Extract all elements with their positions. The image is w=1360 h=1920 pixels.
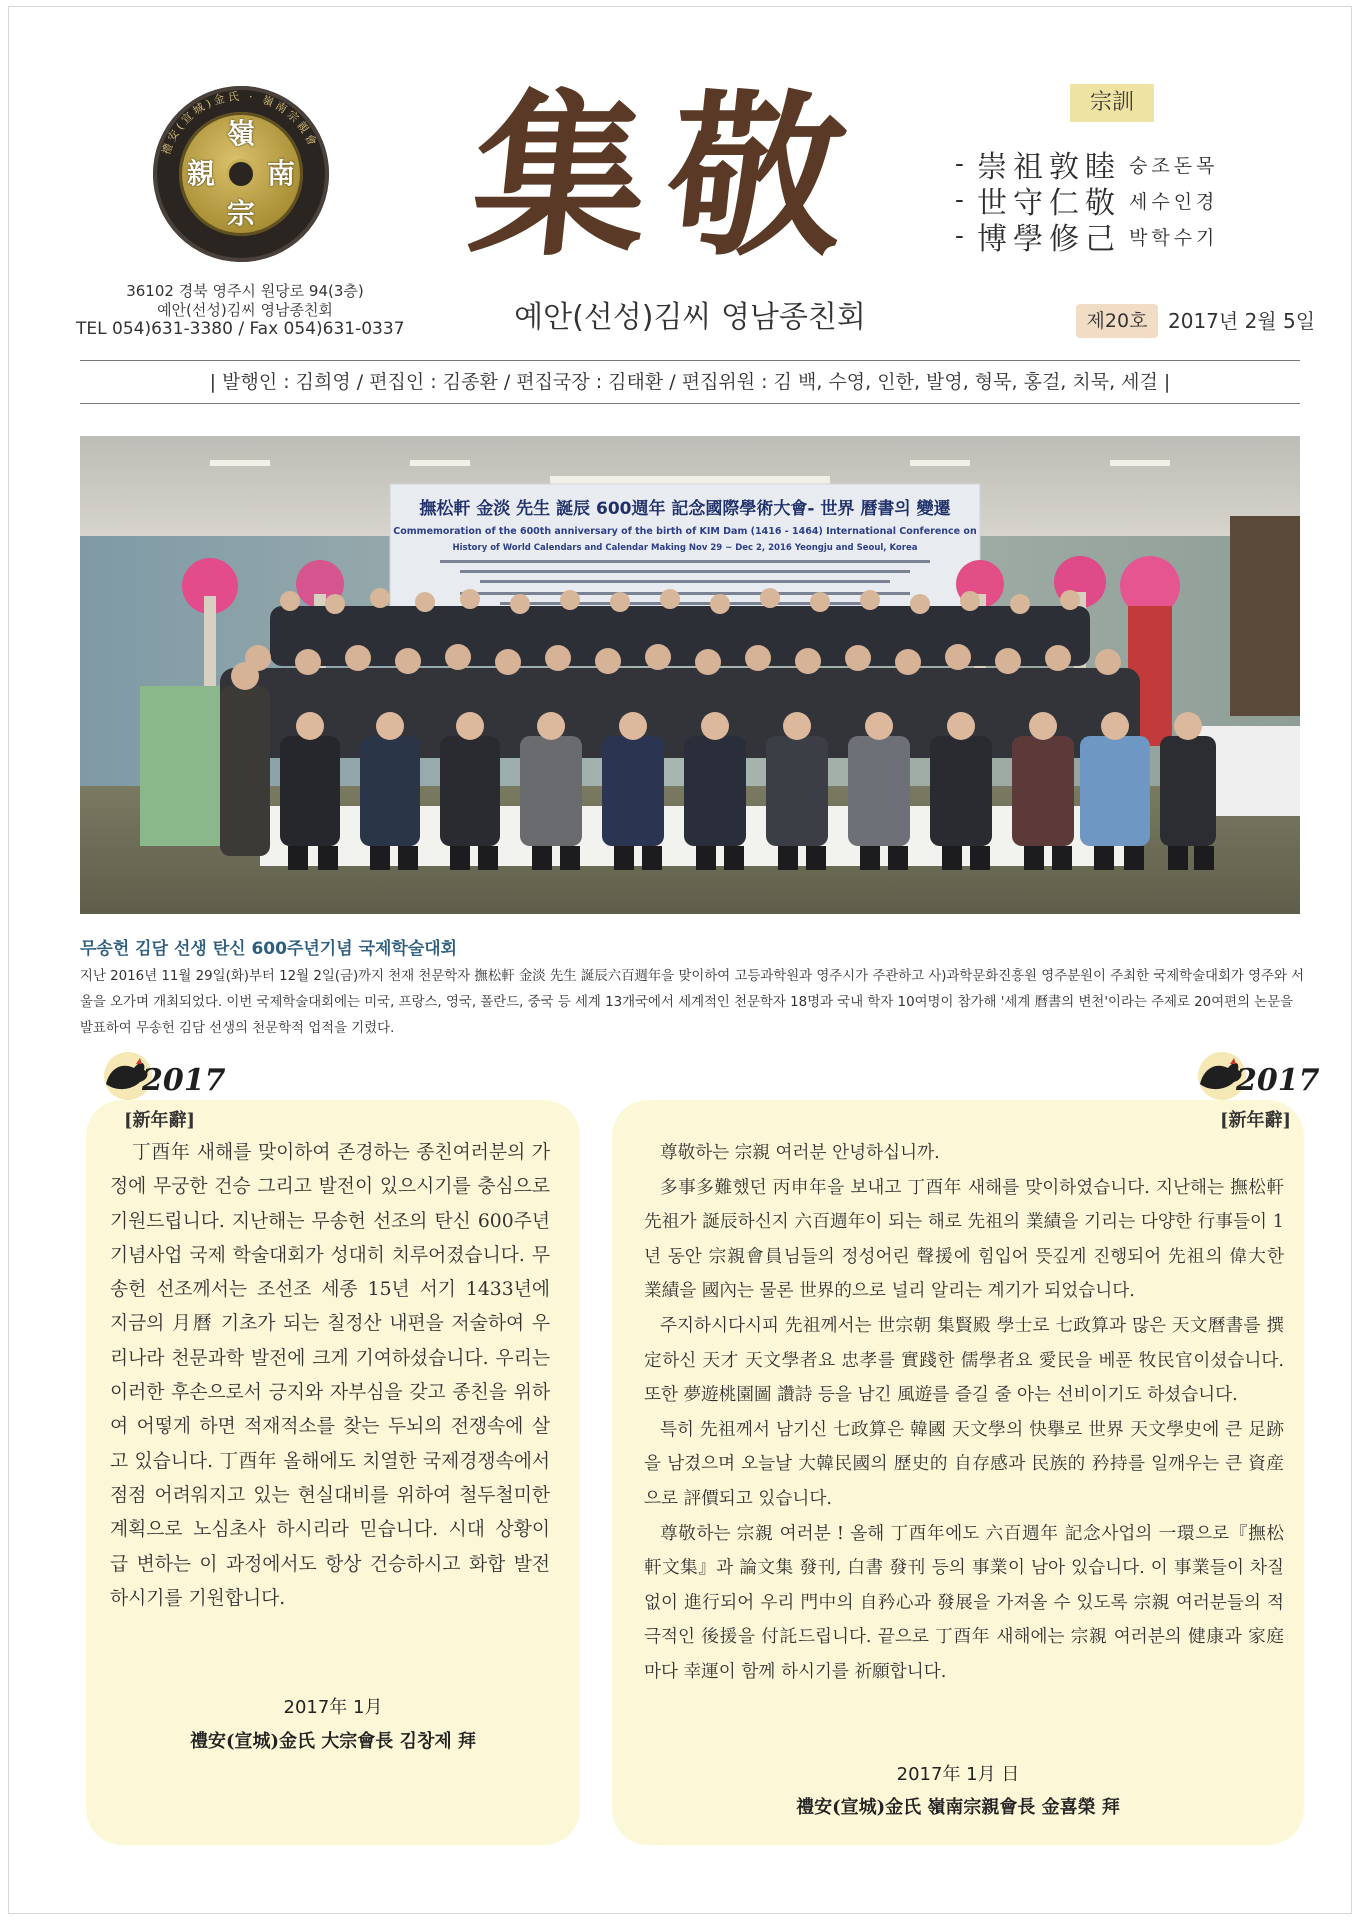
motto-hangul-3: 박학수기 <box>1129 226 1219 249</box>
address-block <box>76 282 410 339</box>
address-line2: 예안(선성)김씨 영남종친회 <box>157 301 333 319</box>
staff-credits-bar: | 발행인 : 김희영 / 편집인 : 김종환 / 편집국장 : 김태환 / 편집위원 : 김 백, 수영, 인한, 발영, 형묵, 홍걸, 치묵, 세걸 | <box>80 360 1300 404</box>
motto-hangul-1: 숭조돈목 <box>1129 154 1219 177</box>
left-column-body: 丁酉年 새해를 맞이하여 존경하는 종친여러분의 가정에 무궁한 건승 그리고 발전이 있으시기를 충심으로 기원드립니다. 지난해는 무송헌 선조의 탄신 600주년 기념사업 국제 학술대회가 성대히 치루어졌습니다. 무송헌 선조께서는 조선조 세종 15년 서기 1433년에 지금의 月曆 기초가 되는 칠정산 내편을 저술하여 우리나라 천문과학 발전에 크게 기여하셨습니다. 우리는 이러한 후손으로서 긍지와 자부심을 갖고 종친을 위하여 어떻게 하면 적재적소를 찾는 두뇌의 전쟁속에 살고 있습니다. 丁酉年 올해에도 치열한 국제경쟁속에서 점점 어려워지고 있는 현실대비를 위하여 철두철미한 계획으로 노심초사 하시리라 믿습니다. 시대 상황이 급 변하는 이 과정에서도 항상 건승하시고 화합 발전하시기를 기원합니다. <box>110 1142 550 1609</box>
banner-subtitle-2: History of World Calendars and Calendar Making Nov 29 ~ Dec 2, 2016 Yeongju and Seoul, Korea <box>452 543 918 553</box>
seal-inner-disc <box>179 112 303 236</box>
motto-line-3: - 博學修己 박학수기 <box>955 214 1295 248</box>
emblem-year-left: 2017 <box>142 1063 226 1098</box>
rooster-2017-emblem-right <box>1190 1050 1320 1102</box>
address-line1: 36102 경북 영주시 원당로 94(3층) <box>126 282 364 300</box>
banner-title: 撫松軒 金淡 先生 誕辰 600週年 記念國際學術大會- 世界 曆書의 變遷 <box>419 499 951 519</box>
banner-subtitle: Commemoration of the 600th anniversary of the birth of KIM Dam (1416 - 1464) International Conference on <box>393 526 977 537</box>
photo-caption-title: 무송헌 김담 선생 탄신 600주년기념 국제학술대회 <box>80 939 458 959</box>
left-signature-date: 2017年 1月 <box>283 1697 383 1718</box>
group-photo <box>80 436 1300 914</box>
right-paragraph-1: 尊敬하는 宗親 여러분 안녕하십니까. <box>660 1143 940 1163</box>
motto-line-2: - 世守仁敬 세수인경 <box>955 178 1295 212</box>
right-paragraph-5: 尊敬하는 宗親 여러분 ! 올해 丁酉年에도 六百週年 記念사업의 一環으로『撫松軒文集』과 論文集 發刊, 白書 發刊 등의 事業이 남아 있습니다. 이 事業들이 차질없이 進行되어 우리 門中의 自矜心과 發展을 가져올 수 있도록 宗親 여러분들의 적극적인 後援을 付託드립니다. 끝으로 丁酉年 새해에는 宗親 여러분의 健康과 家庭마다 幸運이 함께 하시기를 祈願합니다. <box>644 1523 1284 1682</box>
issue-number-badge: 제20호 <box>1076 304 1158 338</box>
photo-caption-body: 지난 2016년 11월 29일(화)부터 12월 2일(금)까지 천재 천문학자 撫松軒 金淡 先生 誕辰六百週年을 맞이하여 고등과학원과 영주시가 주관하고 사)과학문화진흥원 영주분원이 주최한 국제학술대회가 영주와 서울을 오가며 개최되었다. 이번 국제학술대회에는 미국, 프랑스, 영국, 폴란드, 중국 등 세계 13개국에서 세계적인 천문학자 18명과 국내 학자 10여명이 참가해 '세계 曆書의 변천'이라는 주제로 20여편의 논문을 발표하여 무송헌 김담 선생의 천문학적 업적을 기렸다. <box>80 969 1305 1036</box>
org-name: 예안(선성)김씨 영남종친회 <box>514 300 866 335</box>
right-column-body <box>644 1136 1284 1690</box>
rooster-2017-emblem-left <box>96 1050 226 1102</box>
motto-label: 宗訓 <box>1070 84 1154 122</box>
right-signature-name: 禮安(宣城)金氏 嶺南宗親會長 金喜榮 拜 <box>796 1797 1120 1818</box>
seal-center-dot <box>229 162 253 186</box>
left-signature-name: 禮安(宣城)金氏 大宗會長 김창제 拜 <box>190 1731 476 1752</box>
seal-char-bottom: 宗 <box>226 197 255 230</box>
right-paragraph-4: 특히 先祖께서 남기신 七政算은 韓國 天文學의 快擧로 世界 天文學史에 큰 足跡을 남겼으며 오늘날 大韓民國의 歷史的 自存感과 民族的 矜持를 일깨우는 큰 資産으로 評價되고 있습니다. <box>644 1419 1284 1509</box>
motto-hanja-2: 世守仁敬 <box>977 186 1121 221</box>
new-year-label-right: [ 新年辭 ] <box>1220 1106 1291 1132</box>
right-signature-date: 2017年 1月 日 <box>896 1764 1020 1785</box>
right-paragraph-3: 주지하시다시피 先祖께서는 世宗朝 集賢殿 學士로 七政算과 많은 天文曆書를 撰定하신 天才 天文學者요 忠孝를 實踐한 儒學者요 愛民을 베푼 牧民官이셨습니다. 또한 夢遊桃園圖 讚詩 등을 남긴 風遊를 즐길 줄 아는 선비이기도 하셨습니다. <box>644 1315 1284 1406</box>
seal-ring-text: 禮安(宣城)金氏 · 嶺南宗親會 <box>159 89 321 157</box>
group-photo-illustration <box>80 436 1300 914</box>
seal-char-left: 親 <box>186 157 215 190</box>
seal-char-right: 南 <box>266 157 295 190</box>
emblem-year-right: 2017 <box>1236 1063 1320 1098</box>
motto-hanja-1: 崇祖敦睦 <box>977 150 1121 185</box>
new-year-label-left: [ 新年辭 ] <box>124 1106 195 1132</box>
motto-hangul-2: 세수인경 <box>1129 190 1219 213</box>
motto-line-1: - 崇祖敦睦 숭조돈목 <box>955 142 1295 176</box>
masthead-title <box>461 70 890 280</box>
right-paragraph-2: 多事多難했던 丙申年을 보내고 丁酉年 새해를 맞이하였습니다. 지난해는 撫松軒 先祖가 誕辰하신지 六百週年이 되는 해로 先祖의 業績을 기리는 다양한 行事들이 1년 동안 宗親會員님들의 정성어린 聲援에 힘입어 뜻깊게 진행되어 先祖의 偉大한 業績을 國內는 물론 世界的으로 널리 알리는 계기가 되었습니다. <box>644 1177 1284 1302</box>
tel-fax: TEL 054)631-3380 / Fax 054)631-0337 <box>76 319 405 339</box>
issue-date: 2017년 2월 5일 <box>1168 309 1316 333</box>
seal-char-top: 嶺 <box>226 117 255 150</box>
clan-seal-logo <box>153 86 329 262</box>
motto-hanja-3: 博學修己 <box>977 222 1121 257</box>
masthead-title-text: 集敬 <box>461 72 876 280</box>
